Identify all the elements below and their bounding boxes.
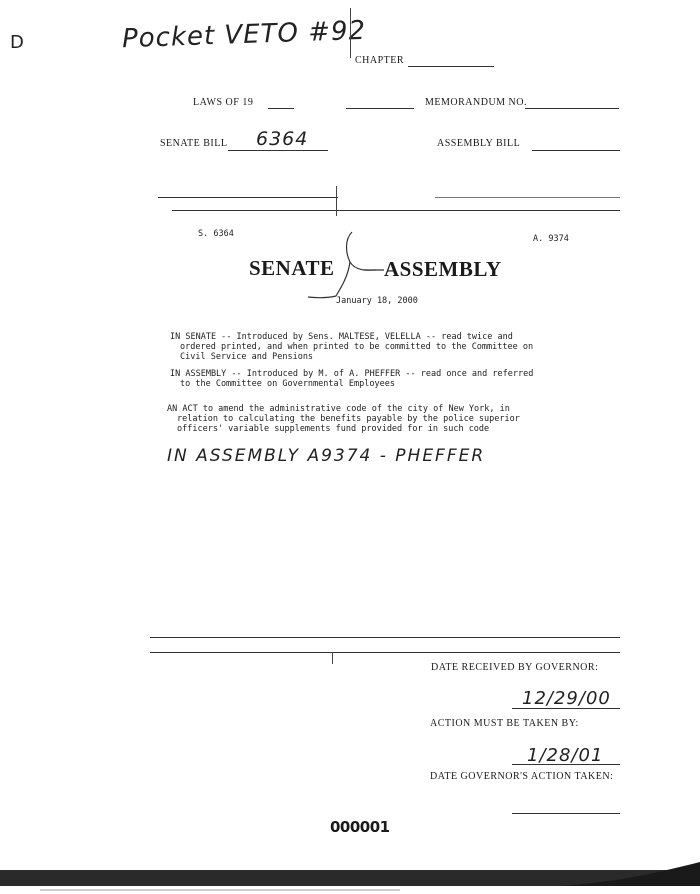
senate-bill-label: SENATE BILL [160,138,228,149]
page-number: 000001 [330,818,390,836]
separator-line [158,197,338,198]
assembly-text-block [170,369,533,389]
bill-date: January 18, 2000 [336,296,418,306]
action-by-value: 1/28/01 [527,745,604,766]
center-fold-line [336,186,337,216]
senate-text-block [170,332,533,362]
handwritten-note: IN ASSEMBLY A9374 - PHEFFER [167,446,486,466]
handwritten-header: Pocket VETO #92 [121,15,367,55]
act-text-block [167,404,520,434]
date-received-blank [512,708,620,709]
senate-bill-blank [228,150,328,151]
senate-line: Civil Service and Pensions [180,352,314,362]
action-by-label: ACTION MUST BE TAKEN BY: [430,718,579,729]
memorandum-label: MEMORANDUM NO. [425,97,528,108]
action-taken-label: DATE GOVERNOR'S ACTION TAKEN: [430,771,614,782]
separator-line [435,197,620,198]
center-fold-line [350,8,351,58]
chapter-blank [408,66,494,67]
assembly-bill-label: ASSEMBLY BILL [437,138,521,149]
date-received-label: DATE RECEIVED BY GOVERNOR: [431,662,599,673]
senate-number: S. 6364 [198,229,234,239]
senate-bill-number: 6364 [256,128,309,150]
senate-line: IN SENATE -- Introduced by Sens. MALTESE, VELELLA -- read twice and [170,332,513,342]
laws-blank [268,108,294,109]
assembly-number: A. 9374 [533,234,569,244]
center-fold-line [332,652,333,664]
act-line: relation to calculating the benefits payable by the police superior [177,414,520,424]
separator-line [172,210,620,211]
laws-chapter-blank [346,108,414,109]
bracket-mark [300,226,390,306]
assembly-bill-blank [532,150,620,151]
corner-mark: D [10,32,25,53]
assembly-title: ASSEMBLY [384,257,502,281]
separator-line [150,652,620,653]
act-line: officers' variable supplements fund provided for in such code [177,424,490,434]
scan-edge-artifact [0,862,700,894]
action-taken-blank [512,813,620,814]
act-line: AN ACT to amend the administrative code of the city of New York, in [167,404,510,414]
laws-label: LAWS OF 19 [193,97,254,108]
senate-title: SENATE [249,256,335,280]
chapter-label: CHAPTER [355,55,405,66]
action-by-blank [512,764,620,765]
assembly-line: to the Committee on Governmental Employees [180,379,395,389]
senate-line: ordered printed, and when printed to be committed to the Committee on [180,342,534,352]
separator-line [150,637,620,638]
memorandum-blank [525,108,619,109]
assembly-line: IN ASSEMBLY -- Introduced by M. of A. PHEFFER -- read once and referred [170,369,534,379]
date-received-value: 12/29/00 [522,688,611,709]
